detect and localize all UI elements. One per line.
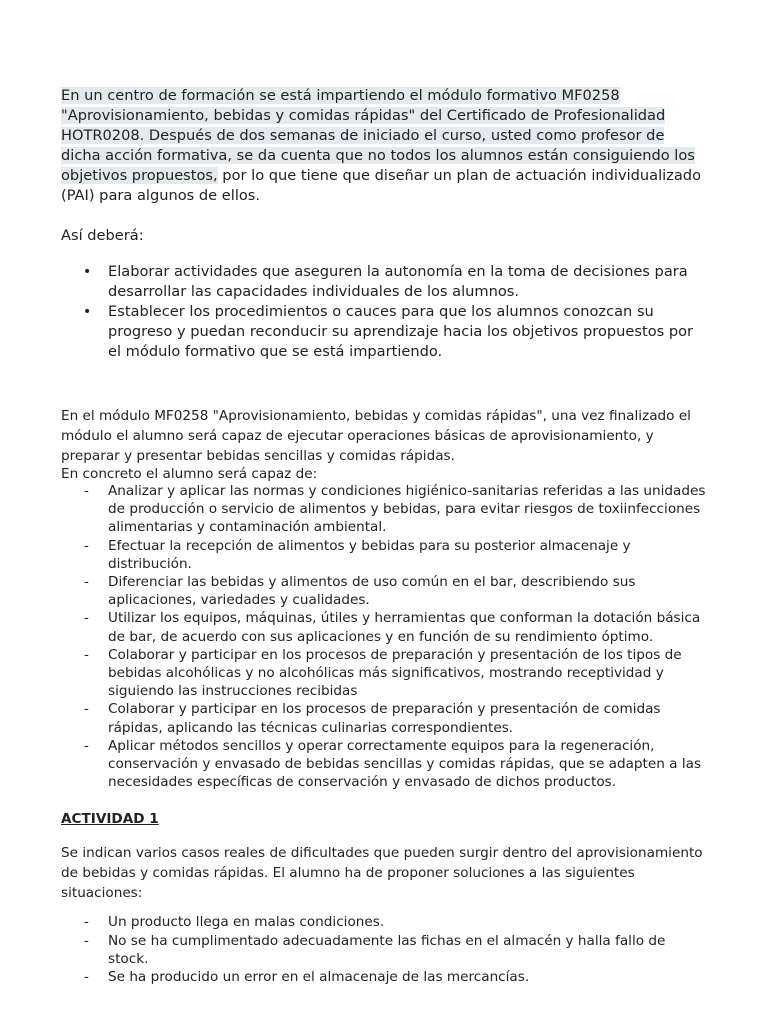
dash-marker: - — [84, 737, 89, 754]
situation-text: Se ha producido un error en el almacenaje de las mercancías. — [108, 969, 530, 986]
situation-text: Un producto llega en malas condiciones. — [108, 914, 385, 931]
dash-marker: - — [84, 646, 89, 663]
capacity-item — [61, 537, 707, 573]
bullet-item — [61, 302, 707, 362]
situation-item — [61, 968, 707, 986]
dash-marker: - — [84, 610, 89, 627]
bullet-marker: • — [83, 304, 92, 320]
capacity-text: Efectuar la recepción de alimentos y bebidas para su posterior almacenaje y distribución. — [108, 537, 631, 572]
dash-marker: - — [84, 574, 89, 591]
capacity-text: Utilizar los equipos, máquinas, útiles y herramientas que conforman la dotación básica de bar, de acuerdo con sus aplicaciones y en función de su rendimiento óptimo. — [108, 610, 701, 645]
concreto-label: En concreto el alumno será capaz de: — [61, 466, 318, 482]
dash-marker: - — [84, 969, 89, 986]
capacity-item — [61, 646, 707, 701]
dash-marker: - — [84, 483, 89, 499]
capacity-text: Analizar y aplicar las normas y condiciones higiénico-sanitarias referidas a las unidades de producción o servicio de alimentos y bebidas, para evitar riesgos de toxiinfecciones alimentarias y contaminación ambiental. — [108, 483, 706, 536]
capacity-text: Diferenciar las bebidas y alimentos de uso común en el bar, describiendo sus aplicaciones, variedades y cualidades. — [108, 574, 636, 609]
situation-item — [61, 932, 707, 968]
activity-intro: Se indican varios casos reales de dificultades que pueden surgir dentro del aprovisionamiento de bebidas y comidas rápidas. El alumno ha de proponer soluciones a las siguientes situaciones: — [61, 845, 703, 902]
dash-marker: - — [84, 914, 89, 931]
bullet-marker: • — [83, 264, 92, 280]
capacity-text: Colaborar y participar en los procesos de preparación y presentación de los tipos de bebidas alcohólicas y no alcohólicas más significativos, mostrando receptividad y siguiendo las instrucciones recibidas — [108, 646, 682, 700]
activity-title: ACTIVIDAD 1 — [61, 811, 159, 828]
bullet-text: Elaborar actividades que aseguren la autonomía en la toma de decisiones para desarrollar las capacidades individuales de los alumnos. — [108, 263, 688, 300]
intro-rest-text: por lo que tiene que diseñar un plan de actuación individualizado (PAI) para algunos de ellos. — [61, 167, 701, 204]
asi-debera-label: Así deberá: — [61, 227, 144, 244]
capacity-item — [61, 737, 707, 792]
task-bullet-list — [61, 262, 707, 362]
capacities-list — [61, 482, 707, 791]
capacity-item — [61, 573, 707, 609]
capacity-text: Aplicar métodos sencillos y operar correctamente equipos para la regeneración, conservación y envasado de bebidas sencillas y comidas rápidas, que se adapten a las necesidades específicas de conservación y envasado de dichos productos. — [108, 737, 702, 791]
capacity-text: Colaborar y participar en los procesos de preparación y presentación de comidas rápidas, aplicando las técnicas culinarias correspondientes. — [108, 701, 661, 736]
dash-marker: - — [84, 932, 89, 949]
document-page — [61, 86, 707, 986]
situation-item — [61, 913, 707, 931]
capacity-item — [61, 700, 707, 736]
dash-marker: - — [84, 537, 89, 554]
intro-paragraph — [61, 86, 707, 206]
bullet-text: Establecer los procedimientos o cauces para que los alumnos conozcan su progreso y puedan reconducir su aprendizaje hacia los objetivos propuestos por el módulo formativo que se está impartiendo. — [108, 303, 694, 360]
situation-text: No se ha cumplimentado adecuadamente las fichas en el almacén y halla fallo de stock. — [108, 932, 666, 967]
dash-marker: - — [84, 701, 89, 718]
module-paragraph: En el módulo MF0258 "Aprovisionamiento, bebidas y comidas rápidas", una vez finalizado el módulo el alumno será capaz de ejecutar operaciones básicas de aprovisionamiento, y preparar y presentar bebidas sencillas y comidas rápidas. — [61, 408, 691, 464]
capacity-item — [61, 482, 707, 537]
activity-situations-list — [61, 913, 707, 986]
capacity-item — [61, 609, 707, 645]
intro-highlighted-text: En un centro de formación se está impartiendo el módulo formativo MF0258 "Aprovisionamiento, bebidas y comidas rápidas" del Certificado de Profesionalidad HOTR0208. Después de dos semanas de iniciado el curso, usted como profesor de dicha acción formativa, se da cuenta que no todos los alumnos están consiguiendo los objetivos propuestos, — [61, 87, 695, 184]
bullet-item — [61, 262, 707, 302]
